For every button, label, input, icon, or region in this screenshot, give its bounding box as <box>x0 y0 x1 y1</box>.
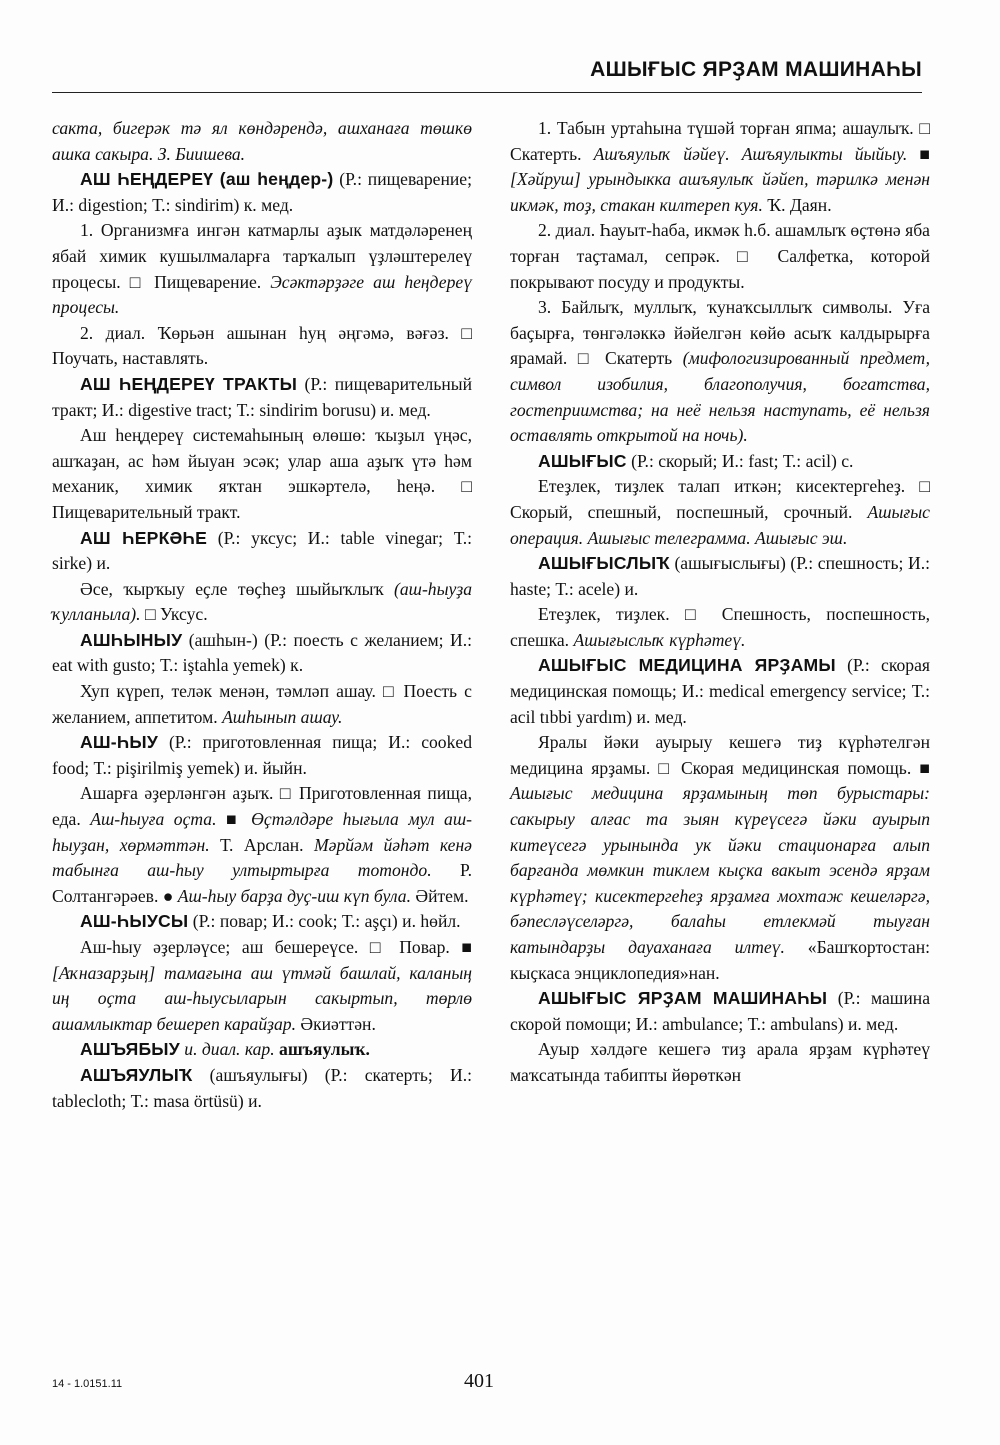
entry-grammar: (Р.: пищеварение; И.: digestion; Т.: sindirim) к. мед. <box>52 169 473 215</box>
header-rule <box>52 92 922 93</box>
entry-grammar: (Р.: скорый; И.: fast; Т.: acil) с. <box>626 450 854 471</box>
page-number: 401 <box>464 1370 494 1392</box>
entry-ashyabyu <box>52 1037 472 1063</box>
sense-text: 2. диал. Һауыт-һаба, икмәк һ.б. ашамлыҡ өҫтөнә яба торған таҫтамал, сепрәк. □ Салфетка, которой покрывают посуду и продукты. <box>510 220 930 292</box>
definition-text: Ауыр хәлдәге кешегә тиҙ арала ярҙам күрһәтеү маҡсатында табипты йөрөткән <box>510 1039 930 1085</box>
example-text: Аш-һыуға оҫта. <box>90 809 217 830</box>
example-text: Аш-һыу барҙа дуҫ-иш күп була. <box>177 885 411 906</box>
definition <box>52 679 472 730</box>
sense-text: 2. диал. Ҡөрьән ашынан һуң әңгәмә, вәғәз. □ Поучать, наставлять. <box>52 322 472 369</box>
example-text: Ашығыс операция. Ашығыс телеграмма. Ашығыс эш. <box>510 501 930 548</box>
sense-2 <box>52 321 472 372</box>
headword: АШЫҒЫС ЯРҘАМ МАШИНАҺЫ <box>538 988 828 1009</box>
entry-grammar: и. диал. кар. <box>179 1039 280 1060</box>
sense-2 <box>510 218 930 295</box>
example-text: Ашһынып ашау. <box>222 706 343 727</box>
definition <box>510 730 930 986</box>
sense-text: 1. Табын уртаһына түшәй торған япма; ашаулыҡ. □ Скатерть. <box>510 118 930 164</box>
continued-text: сакта, бигерәк тә ял көндәрендә, ашханаға төшкө ашка сакыра. З. Биишева. <box>52 118 472 164</box>
headword: АШЪЯУЛЫҠ <box>80 1064 193 1085</box>
entry-grammar: (Р.: уксус; И.: table vinegar; Т.: sirke) и. <box>52 527 472 574</box>
example-text: [Аҡназарҙың] тамағына аш үтмәй башлай, каланың иң оҫта аш-һыусыларын сакыртып, төрлө ашамлыктар бешереп карайҙар. <box>52 962 472 1034</box>
definition-text: Яралы йәки ауырыу кешегә тиҙ күрһәтелгән медицина ярҙамы. □ Скорая медицинская помощь. ■ <box>510 732 930 778</box>
definition <box>510 602 930 653</box>
usage-note: (аш-һыуҙа ҡулланыла). <box>52 578 472 625</box>
source-text: Р. Солтангәрәев. ● <box>52 860 473 906</box>
headword: АШ ҺЕҢДЕРЕҮ ТРАКТЫ <box>80 373 298 394</box>
definition-text: Етеҙлек, тиҙлек талап иткән; кисектергеһеҙ. □ Скорый, спешный, поспешный, срочный. <box>510 476 930 522</box>
source-text: Т. Арслан. <box>209 834 314 855</box>
entry-ash-hyusy <box>52 909 472 935</box>
source-text: Әкиәттән. <box>295 1013 376 1034</box>
cross-reference: ашъяулыҡ. <box>279 1039 370 1060</box>
headword: АШЫҒЫСЛЫҠ <box>538 553 670 574</box>
entry-ash-herkahe <box>52 526 472 577</box>
right-column <box>510 116 930 1089</box>
entry-grammar: (ашъяулығы) (Р.: скатерть; И.: tablecloth; Т.: masa örtüsü) и. <box>52 1064 472 1111</box>
definition-text: Аш һеңдереү системаһының өлөшө: ҡыҙыл үңәс, ашҡаҙан, ас һәм йыуан эсәк; улар аша аҙыҡ үтә һәм механик, химик яҡтан эшкәртелә, һеңә. □ Пищеварительный тракт. <box>52 425 472 522</box>
example-text: ■ Өҫтәлдәре һығыла мул аш-һыуҙан, хөрмәттән. <box>52 809 472 855</box>
source-text: Әйтем. <box>410 885 469 906</box>
left-column <box>52 116 472 1114</box>
sense-text: 1. Организмға ингән катмарлы аҙык матдәләренең ябай химик кушылмаларға тарҡалып үҙләштерелеү процесы. □ Пищеварение. <box>52 220 472 292</box>
source-text: Ҡ. Даян. <box>762 194 832 215</box>
definition <box>510 474 930 551</box>
running-title: АШЫҒЫС ЯРҘАМ МАШИНАҺЫ <box>590 58 922 81</box>
definition <box>52 423 472 525</box>
entry-ashygys <box>510 449 930 475</box>
definition-text: Етеҙлек, тиҙлек. □ Спешность, поспешность, спешка. <box>510 604 930 650</box>
entry-grammar: (Р.: пищеварительный тракт; И.: digestive tract; Т.: sindirim borusu) и. мед. <box>52 373 472 420</box>
sense-3 <box>510 295 930 449</box>
headword: АШЪЯБЫУ <box>80 1039 180 1060</box>
definition <box>52 935 472 1037</box>
definition-text: Ашарға әҙерләнгән аҙыҡ. □ Приготовленная пища, еда. <box>52 783 472 830</box>
translation-text: □ Уксус. <box>140 604 208 625</box>
entry-ash-hendereu <box>52 167 472 218</box>
headword: АШ ҺЕҢДЕРЕҮ (аш һеңдер-) <box>80 169 334 190</box>
entry-grammar: (Р.: машина скорой помощи; И.: ambulance; Т.: ambulans) и. мед. <box>510 988 930 1034</box>
entry-ashyaulyq <box>52 1063 472 1114</box>
entry-ashygys-yardam-mashinahy <box>510 986 930 1037</box>
example-text: Ашъяулыҡ йәйеү. Ашъяулыкты йыйыу. ■ [Хәйруш] урындыкка ашъяулыҡ йәйеп, тәрилкә менән икмәк, тоҙ, стакан килтереп куя. <box>510 143 930 215</box>
source-text: «Башҡортостан: кыҫкаса энциклопедия»нан. <box>510 937 930 983</box>
headword: АШ-ҺЫУ <box>80 732 158 753</box>
headword: АШЫҒЫС МЕДИЦИНА ЯРҘАМЫ <box>538 655 836 676</box>
definition-text: Аш-һыу әҙерләүсе; аш бешереүсе. □ Повар. ■ <box>80 937 472 957</box>
entry-ashygys-meditsina-yardamy <box>510 653 930 730</box>
entry-grammar: (Р.: повар; И.: cook; Т.: aşçı) и. һөйл. <box>188 911 461 932</box>
usage-note: (мифологизированный предмет, символ изобилия, благополучия, богатства, гостеприимства; на неё нельзя наступать, её нельзя оставлять открытой на ночь). <box>510 348 930 446</box>
definition <box>510 1037 930 1088</box>
entry-ashygyslyq <box>510 551 930 602</box>
example-text: Мәрйәм йәһәт кенә табынға аш-һыу ултыртырға тотондо. <box>52 834 472 881</box>
entry-ash-hyu <box>52 730 472 781</box>
sense-text: 3. Байлыҡ, муллыҡ, ҡунаҡсыллыҡ символы. Уға баҫырға, төнгәләккә йәйелгән көйө асыҡ калдырырға ярамай. □ Скатерть <box>510 297 930 369</box>
example-text: Эсәктәрҙәге аш һеңдереү процесы. <box>52 271 472 318</box>
entry-ash-hendereu-trakty <box>52 372 472 423</box>
example-text: Ашығыс медицина ярҙамының төп бурыстары: сакырыу алғас та зыян күреүсегә йәки ауырып китеүсегә урынында ук йәки стационарға алып барғанда мөмкин тиклем кыҫка вакыт эсендә ярҙам күрһәтеү; кисектергеһеҙ ярҙамға мохтаж кешеләргә, бәпесләүселәргә, балаһы етлекмәй тыуған катындарҙы дауаханаға илтеү. <box>510 783 930 957</box>
entry-grammar: (ашығыслығы) (Р.: спешность; И.: haste; Т.: acele) и. <box>510 553 930 599</box>
definition <box>52 781 472 909</box>
headword: АШҺЫНЫУ <box>80 629 183 650</box>
entry-grammar: (Р.: приготовленная пища; И.: cooked food; Т.: pişirilmiş yemek) и. йыйн. <box>52 732 472 778</box>
headword: АШ ҺЕРКӘҺЕ <box>80 527 208 548</box>
definition-text: Хуп күреп, теләк менән, тәмләп ашау. □ Поесть с желанием, аппетитом. <box>52 681 472 727</box>
entry-grammar: (ашһын-) (Р.: поесть с желанием; И.: eat with gusto; Т.: iştahla yemek) к. <box>52 629 472 676</box>
headword: АШ-ҺЫУСЫ <box>80 911 189 932</box>
definition-text: Әсе, ҡырҡыу еҫле төҫһеҙ шыйыҡлыҡ <box>80 578 395 599</box>
sense-1 <box>510 116 930 218</box>
continued-paragraph <box>52 116 472 167</box>
entry-grammar: (Р.: скорая медицинская помощь; И.: medical emergency service; Т.: acil tıbbi yardım) и. мед. <box>510 655 930 727</box>
sense-1 <box>52 218 472 320</box>
headword: АШЫҒЫС <box>538 450 627 471</box>
entry-ashhynyu <box>52 628 472 679</box>
definition <box>52 577 472 628</box>
example-text: Ашығыслыҡ күрһәтеү. <box>573 629 746 650</box>
print-code: 14 - 1.0151.11 <box>52 1378 123 1390</box>
